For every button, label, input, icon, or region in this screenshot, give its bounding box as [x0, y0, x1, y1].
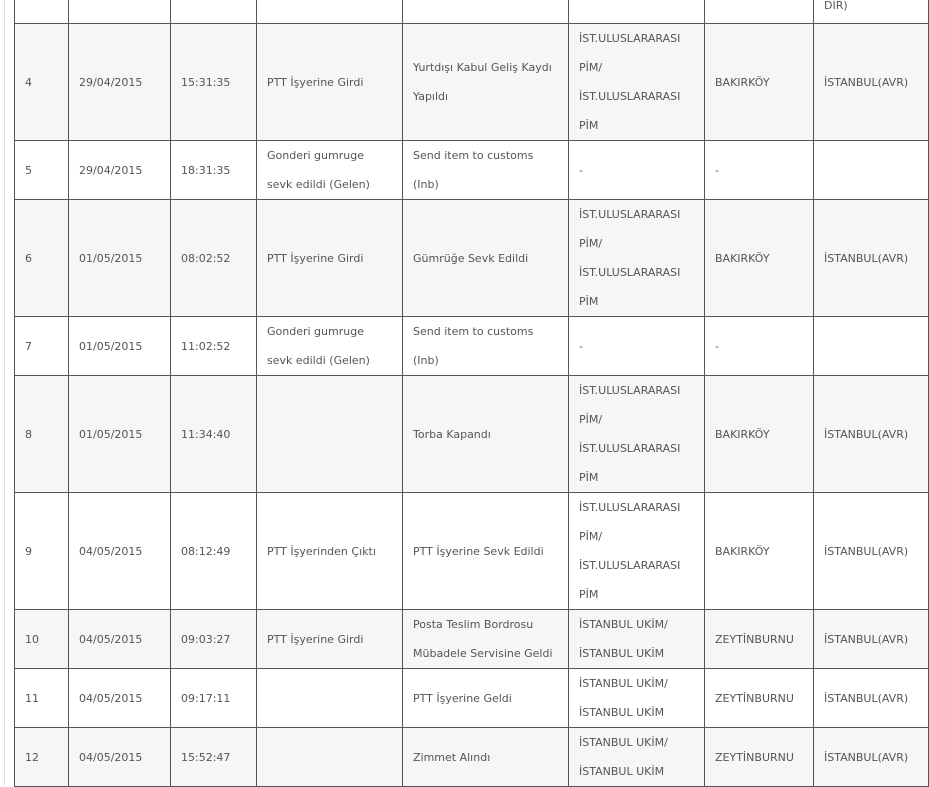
cell-description-line: Gümrüğe Sevk Edildi — [413, 251, 529, 265]
cell-office-line: PİM — [579, 588, 599, 601]
cell-office-line: İST.ULUSLARARASI — [579, 208, 681, 221]
cell-event-line: sevk edildi (Gelen) — [267, 354, 370, 367]
cell-description — [403, 0, 569, 24]
cell-office — [569, 200, 705, 317]
cell-office-line: İST.ULUSLARARASI — [579, 384, 681, 397]
cell-region: İSTANBUL(AVR) — [814, 376, 929, 493]
cell-region: İSTANBUL(AVR) — [814, 493, 929, 610]
cell-office-line: PİM — [579, 471, 599, 484]
cell-date: 04/05/2015 — [69, 610, 171, 669]
cell-office — [569, 493, 705, 610]
cell-office-line: İST.ULUSLARARASI — [579, 90, 681, 103]
cell-city: BAKIRKÖY — [705, 493, 814, 610]
cell-event-line: Gonderi gumruge — [267, 325, 364, 338]
cell-office-line: İST.ULUSLARARASI — [579, 501, 681, 514]
cell-office — [569, 141, 705, 200]
cell-no: 5 — [15, 141, 69, 200]
cell-region: İSTANBUL(AVR) — [814, 200, 929, 317]
cell-city — [705, 0, 814, 24]
cell-description-line: Zimmet Alındı — [413, 750, 491, 764]
cell-no: 4 — [15, 24, 69, 141]
cell-description-line: (Inb) — [413, 354, 439, 367]
cell-office-line: İST.ULUSLARARASI — [579, 266, 681, 279]
cell-city: - — [705, 317, 814, 376]
cell-event — [257, 669, 403, 728]
cell-region — [814, 317, 929, 376]
table-row — [15, 728, 929, 787]
cell-description-line: PTT İşyerine Sevk Edildi — [413, 544, 544, 558]
cell-time: 09:17:11 — [171, 669, 257, 728]
cell-office — [569, 317, 705, 376]
cell-date: 29/04/2015 — [69, 141, 171, 200]
cell-description — [403, 141, 569, 200]
cell-office — [569, 376, 705, 493]
cell-no: 12 — [15, 728, 69, 787]
cell-description-line: Send item to customs — [413, 325, 534, 338]
cell-office — [569, 728, 705, 787]
cell-no: 7 — [15, 317, 69, 376]
table-row — [15, 24, 929, 141]
cell-region: İSTANBUL(AVR) — [814, 728, 929, 787]
cell-office — [569, 610, 705, 669]
table-row — [15, 141, 929, 200]
cell-no: 9 — [15, 493, 69, 610]
cell-office-line: İST.ULUSLARARASI — [579, 559, 681, 572]
cell-date — [69, 0, 171, 24]
cell-city: - — [705, 141, 814, 200]
cell-event — [257, 728, 403, 787]
cell-date: 01/05/2015 — [69, 200, 171, 317]
tracking-table-body — [15, 0, 929, 787]
cell-no: 6 — [15, 200, 69, 317]
cell-no — [15, 0, 69, 24]
cell-office-line: İSTANBUL UKİM — [579, 765, 665, 778]
cell-office-line: - — [579, 339, 583, 353]
cell-description — [403, 317, 569, 376]
cell-office-line: İST.ULUSLARARASI — [579, 32, 681, 45]
cell-event-line: Gonderi gumruge — [267, 149, 364, 162]
cell-date: 04/05/2015 — [69, 493, 171, 610]
cell-region — [814, 141, 929, 200]
cell-office-line: - — [579, 163, 583, 177]
table-row — [15, 669, 929, 728]
cell-event-line: PTT İşyerine Girdi — [267, 75, 364, 89]
cell-description-line: Yurtdışı Kabul Geliş Kaydı — [413, 61, 552, 74]
cell-region: DİR) — [814, 0, 929, 24]
cell-event — [257, 493, 403, 610]
cell-no: 10 — [15, 610, 69, 669]
cell-time: 09:03:27 — [171, 610, 257, 669]
cell-region: İSTANBUL(AVR) — [814, 24, 929, 141]
cell-city: BAKIRKÖY — [705, 200, 814, 317]
cell-date: 01/05/2015 — [69, 376, 171, 493]
cell-description-line: PTT İşyerine Geldi — [413, 691, 512, 705]
cell-city: BAKIRKÖY — [705, 376, 814, 493]
table-row-partial — [15, 0, 929, 24]
cell-description-line: (Inb) — [413, 178, 439, 191]
cell-event-line: sevk edildi (Gelen) — [267, 178, 370, 191]
cell-description-line: Yapıldı — [413, 90, 449, 103]
cell-office-line: PİM/ — [579, 413, 603, 426]
cell-event-line: PTT İşyerine Girdi — [267, 251, 364, 265]
shipment-tracking-table — [14, 0, 929, 787]
cell-date: 04/05/2015 — [69, 669, 171, 728]
cell-description — [403, 493, 569, 610]
table-row — [15, 200, 929, 317]
cell-office-line: İSTANBUL UKİM/ — [579, 677, 668, 690]
cell-office-line: İSTANBUL UKİM/ — [579, 736, 668, 749]
cell-event — [257, 141, 403, 200]
cell-description — [403, 200, 569, 317]
table-row — [15, 493, 929, 610]
cell-office-line: İSTANBUL UKİM/ — [579, 618, 668, 631]
cell-office-line: PİM/ — [579, 530, 603, 543]
cell-office-line: İSTANBUL UKİM — [579, 647, 665, 660]
cell-date: 29/04/2015 — [69, 24, 171, 141]
cell-time: 11:34:40 — [171, 376, 257, 493]
cell-office — [569, 669, 705, 728]
cell-time: 15:52:47 — [171, 728, 257, 787]
cell-description — [403, 669, 569, 728]
cell-city: BAKIRKÖY — [705, 24, 814, 141]
cell-office-line: İSTANBUL UKİM — [579, 706, 665, 719]
cell-description — [403, 24, 569, 141]
cell-time: 08:12:49 — [171, 493, 257, 610]
cell-region: İSTANBUL(AVR) — [814, 610, 929, 669]
cell-description-line: Mübadele Servisine Geldi — [413, 647, 553, 660]
cell-event-line: PTT İşyerinden Çıktı — [267, 544, 376, 558]
table-row — [15, 610, 929, 669]
cell-description — [403, 728, 569, 787]
cell-office-line: PİM/ — [579, 237, 603, 250]
cell-region: İSTANBUL(AVR) — [814, 669, 929, 728]
cell-office-line: PİM — [579, 295, 599, 308]
table-row — [15, 376, 929, 493]
cell-office — [569, 24, 705, 141]
cell-event — [257, 24, 403, 141]
cell-description — [403, 376, 569, 493]
cell-time — [171, 0, 257, 24]
cell-event — [257, 0, 403, 24]
cell-date: 04/05/2015 — [69, 728, 171, 787]
table-row — [15, 317, 929, 376]
cell-event — [257, 376, 403, 493]
cell-city: ZEYTİNBURNU — [705, 728, 814, 787]
cell-office — [569, 0, 705, 24]
cell-office-line: PİM — [579, 119, 599, 132]
cell-description — [403, 610, 569, 669]
cell-event — [257, 317, 403, 376]
cell-event-line: PTT İşyerine Girdi — [267, 632, 364, 646]
cell-city: ZEYTİNBURNU — [705, 669, 814, 728]
cell-event — [257, 200, 403, 317]
cell-description-line: Torba Kapandı — [413, 427, 491, 441]
cell-time: 15:31:35 — [171, 24, 257, 141]
cell-description-line: Posta Teslim Bordrosu — [413, 618, 534, 631]
cell-no: 11 — [15, 669, 69, 728]
cell-office-line: PİM/ — [579, 61, 603, 74]
cell-time: 08:02:52 — [171, 200, 257, 317]
cell-description-line: Send item to customs — [413, 149, 534, 162]
cell-office-line: İST.ULUSLARARASI — [579, 442, 681, 455]
cell-date: 01/05/2015 — [69, 317, 171, 376]
cell-city: ZEYTİNBURNU — [705, 610, 814, 669]
cell-event — [257, 610, 403, 669]
cell-time: 18:31:35 — [171, 141, 257, 200]
cell-no: 8 — [15, 376, 69, 493]
cell-time: 11:02:52 — [171, 317, 257, 376]
